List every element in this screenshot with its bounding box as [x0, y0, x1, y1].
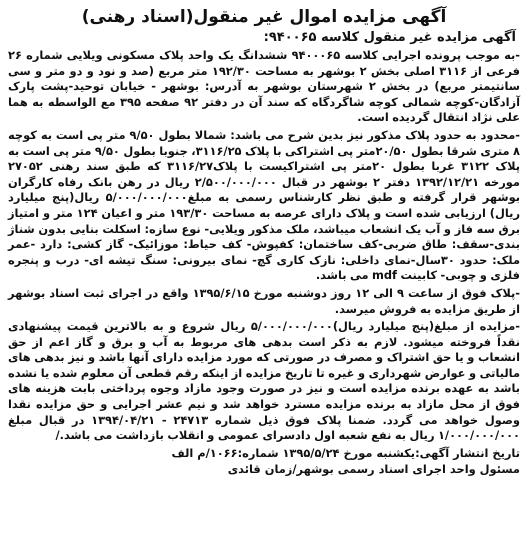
- auction-notice: [8, 6, 520, 542]
- notice-subtitle: آگهی مزایده غیر منقول کلاسه ۹۴۰۰۶۵:: [263, 30, 516, 45]
- notice-paragraph-terms: -مزایده از مبلغ(پنج میلیارد ریال)۵/۰۰۰/۰۰۰/۰۰۰ ریال شروع و به بالاترین قیمت پیشنهادی نقداً فروخته میشود. لازم به ذکر است بدهی های مربوط به آب و برق و گاز اعم از حق انشعاب و یا حق اشتراک و مصرف در صورتی که مورد مزایده دارای آنها باشد و نیز بدهی های مالیاتی و عوارض شهرداری و غیره تا تاریخ مزایده از اینکه رقم قطعی آن معلوم شده یا نشده باشد به عهده برنده مزایده است و نیز در صورت وجود مازاد وجوه پرداختی بابت هزینه های فوق از محل مازاد به برنده مزایده مسترد خواهد شد و نیم عشر اجرایی و حق مزایده نقدا وصول خواهد می گردد. ضمنا پلاک فوق ذیل شماره ۲۴۷۱۳ - ۱۳۹۴/۰۴/۲۱ در قبال مبلغ ۱/۰۰۰/۰۰۰/۰۰۰ ریال به نفع شعبه اول دادسرای عمومی و انقلاب بازداشت می باشد./: [8, 319, 520, 443]
- signature: مسئول واحد اجرای اسناد رسمی بوشهر/زمان قائدی: [227, 462, 520, 477]
- publish-date: تاریخ انتشار آگهی:یکشنبه مورخ ۱۳۹۵/۵/۲۴ شماره:۱۰۶۶/م الف: [171, 445, 520, 460]
- notice-paragraph-auction-time: -پلاک فوق از ساعت ۹ الی ۱۲ روز دوشنبه مورخ ۱۳۹۵/۶/۱۵ واقع در اجرای ثبت اسناد بوشهر از طریق مزایده به فروش میرسد.: [8, 285, 520, 316]
- notice-paragraph-property: -به موجب پرونده اجرایی کلاسه ۹۴۰۰۰۶۵ ششدانگ یک واحد پلاک مسکونی ویلایی شماره ۲۶ فرعی از ۳۱۱۶ اصلی بخش ۲ بوشهر به مساحت ۱۹۲/۳۰ متر مربع (صد و نود و دو متر و سی سانتیمتر مربع) در بخش ۲ شهرستان بوشهر به آدرس: بوشهر - خیابان توحید-پشت پارک آزادگان-کوچه شمالی کوچه شاگردگاه که سند آن در دفتر ۹۲ صفحه ۳۹۵ مع الواسطه به هما علی نژاد انتقال گردیده است.: [8, 48, 520, 125]
- notice-paragraph-boundaries: -محدود به حدود پلاک مذکور نیز بدین شرح می باشد: شمالا بطول ۹/۵۰ متر پی است به کوچه ۸ متری شرقا بطول ۲۰/۵۰متر پی اشتراکی با پلاک ۳۱۱۶/۲۵، جنوبا بطول ۹/۵۰ متر پی است به پلاک ۳۱۲۲ غربا بطول ۲۰متر پی اشتراکیست با پلاک۳۱۱۶/۲۷ که طبق سند رهنی ۲۷۰۵۲ مورخه ۱۳۹۲/۱۲/۲۱ دفتر ۲ بوشهر در قبال ۲/۵۰۰/۰۰۰/۰۰۰ ریال در رهن بانک رفاه کارگران بوشهر قرار گرفته و طبق نظر کارشناس رسمی به مبلغ۵/۰۰۰/۰۰۰/۰۰۰ ریال(پنج میلیارد ریال) ارزیابی شده است و پلاک دارای عرصه به مساحت ۱۹۳/۳۰ متر و اعیان ۱۲۴ متر و امتیاز برق سه فاز و آب یک انشعاب میباشد، ملک مذکور ویلایی- نوع سازه: اسکلت بنایی بدون شناژ بندی-سقف: طاق ضربی-کف ساختمان: کفپوش- کف حیاط: موزائیک- گاز کشی: دارد -عمر ملک: حدود ۳۰سال-نمای داخلی: نازک کاری گچ- نمای بیرونی: سنگ تیشه ای- درب و پنجره فلزی و چوبی- کابینت mdf می باشد.: [8, 127, 521, 283]
- notice-title: آگهی مزایده اموال غیر منقول(اسناد رهنی): [81, 7, 447, 27]
